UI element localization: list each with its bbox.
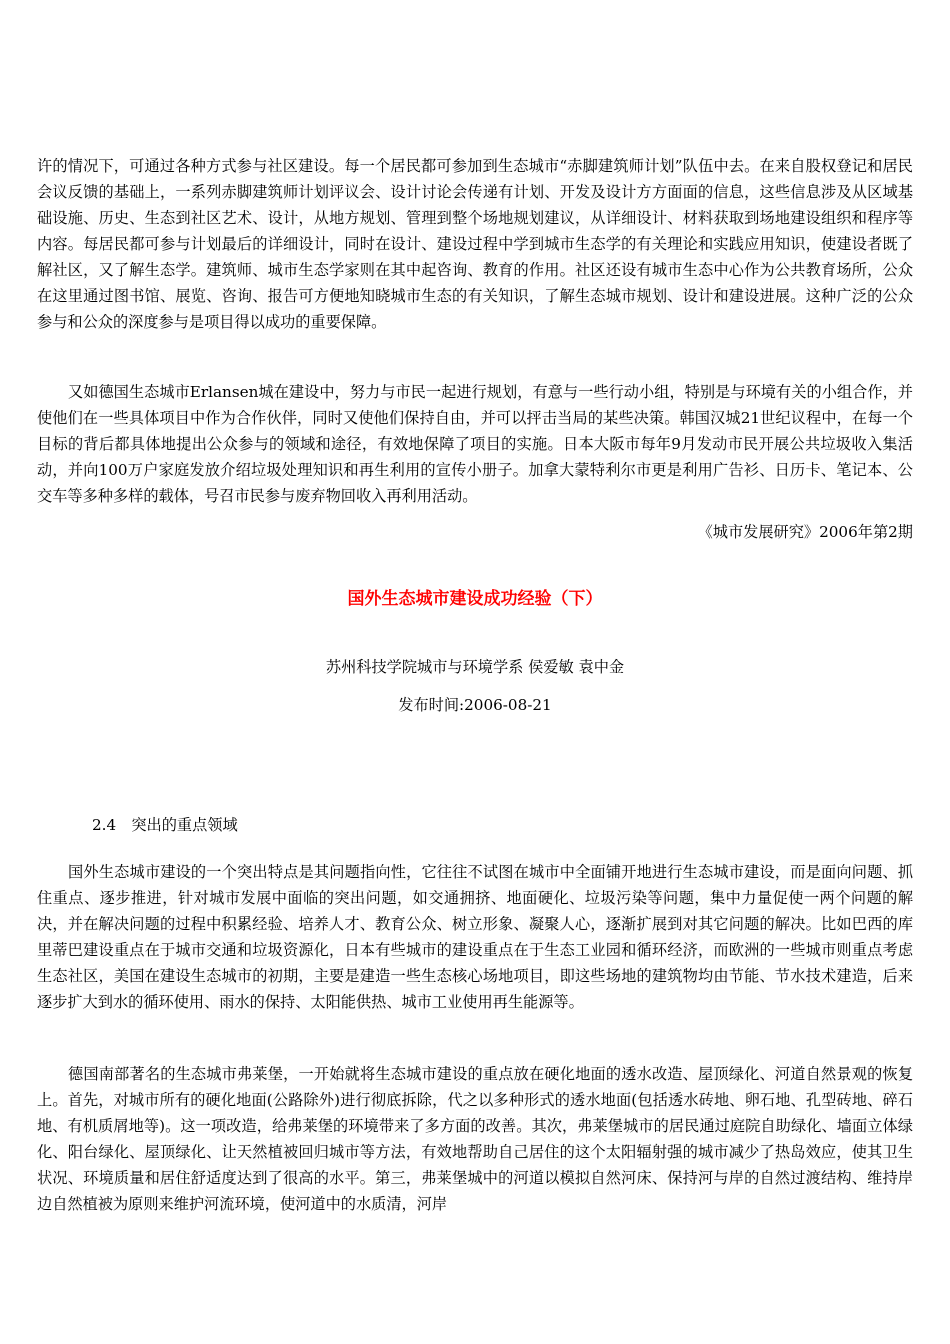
- article1-paragraph-2: 又如德国生态城市Erlansen城在建设中，努力与市民一起进行规划，有意与一些行动小组，特别是与环境有关的小组合作，并使他们在一些具体项目中作为合作伙伴，同时又使他们保持自由，并可以抨击当局的某些决策。韩国汉城21世纪议程中，在每一个目标的背后都具体地提出公众参与的领域和途径，有效地保障了项目的实施。日本大阪市每年9月发动市民开展公共垃圾收入集活动，并向100万户家庭发放介绍垃圾处理知识和再生利用的宣传小册子。加拿大蒙特利尔市更是利用广告衫、日历卡、笔记本、公交车等多种多样的载体，号召市民参与废弃物回收入再利用活动。: [37, 383, 913, 505]
- article2-publish-date: 发布时间:2006-08-21: [398, 696, 552, 714]
- section-heading: 2.4 突出的重点领域: [92, 816, 238, 834]
- article2-paragraph-2: 德国南部著名的生态城市弗莱堡，一开始就将生态城市建设的重点放在硬化地面的透水改造、屋顶绿化、河道自然景观的恢复上。首先，对城市所有的硬化地面(公路除外)进行彻底拆除，代之以多种形式的透水地面(包括透水砖地、卵石地、孔型砖地、碎石地、有机质屑地等)。这一项改造，给弗莱堡的环境带来了多方面的改善。其次，弗莱堡城市的居民通过庭院自助绿化、墙面立体绿化、阳台绿化、屋顶绿化、让天然植被回归城市等方法，有效地帮助自己居住的这个太阳辐射强的城市减少了热岛效应，使其卫生状况、环境质量和居住舒适度达到了很高的水平。第三，弗莱堡城中的河道以模拟自然河床、保持河与岸的自然过渡结构、维持岸边自然植被为原则来维护河流环境，使河道中的水质清，河岸: [37, 1065, 913, 1213]
- article2-title: 国外生态城市建设成功经验（下）: [347, 589, 603, 609]
- article2-paragraph-1: 国外生态城市建设的一个突出特点是其问题指向性，它往往不试图在城市中全面铺开地进行生态城市建设，而是面向问题、抓住重点、逐步推进，针对城市发展中面临的突出问题，如交通拥挤、地面硬化、垃圾污染等问题，集中力量促使一两个问题的解决，并在解决问题的过程中积累经验、培养人才、教育公众、树立形象、凝聚人心，逐渐扩展到对其它问题的解决。比如巴西的库里蒂巴建设重点在于城市交通和垃圾资源化，日本有些城市的建设重点在于生态工业园和循环经济，而欧洲的一些城市则重点考虑生态社区，美国在建设生态城市的初期，主要是建造一些生态核心场地项目，即这些场地的建筑物均由节能、节水技术建造，后来逐步扩大到水的循环使用、雨水的保持、太阳能供热、城市工业使用再生能源等。: [37, 863, 913, 1011]
- article2-authors: 苏州科技学院城市与环境学系 侯爱敏 袁中金: [325, 658, 625, 676]
- article1-paragraph-1: 许的情况下，可通过各种方式参与社区建设。每一个居民都可参加到生态城市“赤脚建筑师计划”队伍中去。在来自股权登记和居民会议反馈的基础上，一系列赤脚建筑师计划评议会、设计讨论会传递有计划、开发及设计方方面面的信息，这些信息涉及从区域基础设施、历史、生态到社区艺术、设计，从地方规划、管理到整个场地规划建议，从详细设计、材料获取到场地建设组织和程序等内容。每居民都可参与计划最后的详细设计，同时在设计、建设过程中学到城市生态学的有关理论和实践应用知识，使建设者既了解社区，又了解生态学。建筑师、城市生态学家则在其中起咨询、教育的作用。社区还设有城市生态中心作为公共教育场所，公众在这里通过图书馆、展览、咨询、报告可方便地知晓城市生态的有关知识，了解生态城市规划、设计和建设进展。这种广泛的公众参与和公众的深度参与是项目得以成功的重要保障。: [37, 157, 913, 331]
- article1-source: 《城市发展研究》2006年第2期: [697, 523, 913, 541]
